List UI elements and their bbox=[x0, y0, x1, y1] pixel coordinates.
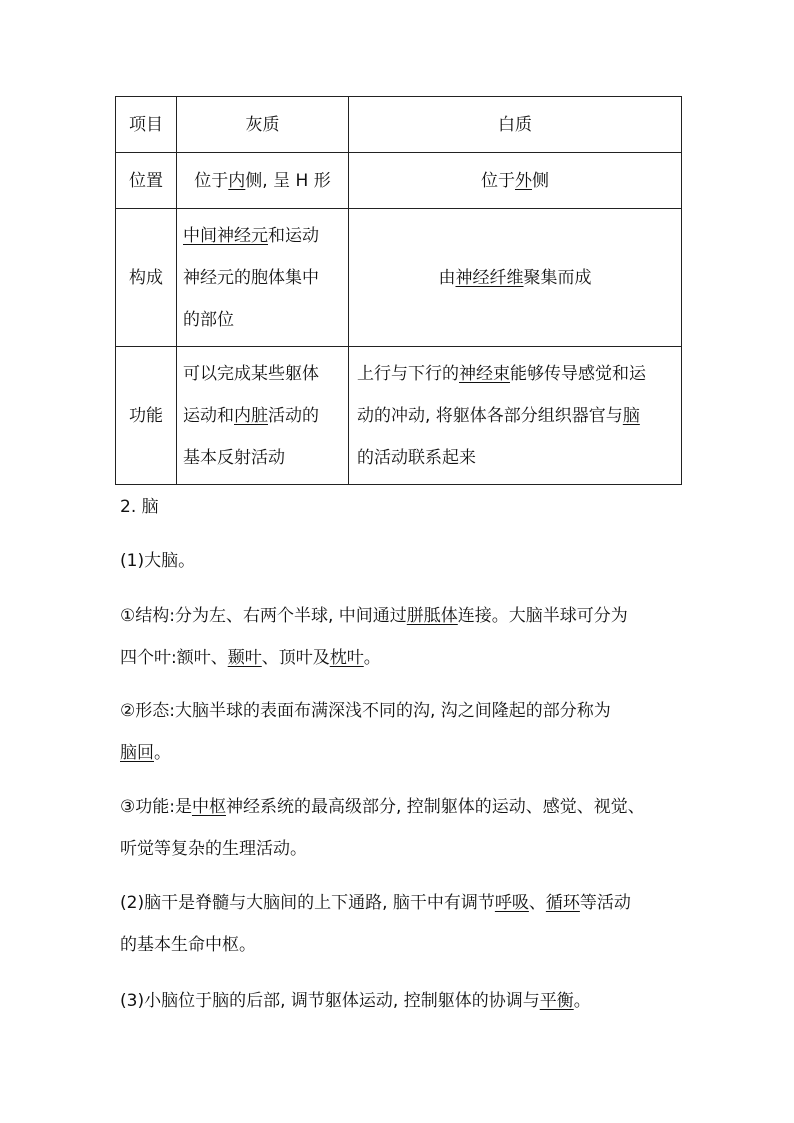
text-run: 听觉等复杂的生理活动。 bbox=[120, 839, 307, 859]
brainstem-paragraph bbox=[120, 882, 690, 966]
paragraph-line bbox=[120, 595, 690, 637]
text-run: 神经元的胞体集中 bbox=[183, 267, 319, 288]
underlined-answer: 中间神经元 bbox=[183, 225, 268, 246]
text-run: ①结构:分为左、右两个半球, 中间通过 bbox=[120, 606, 407, 626]
paragraph-line bbox=[120, 882, 690, 924]
text-run: 神经系统的最高级部分, 控制躯体的运动、感觉、视觉、 bbox=[225, 797, 645, 817]
text-run: 。 bbox=[363, 648, 381, 668]
table-row-composition bbox=[116, 209, 682, 347]
text-run: (2)脑干是脊髓与大脑间的上下通路, 脑干中有调节 bbox=[120, 893, 495, 913]
cerebrum-structure-paragraph bbox=[120, 595, 690, 679]
underlined-answer: 循环 bbox=[545, 893, 580, 913]
underlined-answer: 枕叶 bbox=[329, 648, 364, 668]
gray-function-cell bbox=[177, 347, 349, 485]
underlined-answer: 呼吸 bbox=[494, 893, 529, 913]
underlined-answer: 内脏 bbox=[234, 405, 268, 426]
underlined-answer: 胼胝体 bbox=[406, 606, 458, 626]
cerebellum-paragraph bbox=[120, 980, 690, 1022]
text-run: 位于 bbox=[194, 170, 229, 191]
cell-line bbox=[183, 353, 342, 395]
cell-line bbox=[357, 437, 675, 479]
text-run: (3)小脑位于脑的后部, 调节躯体运动, 控制躯体的协调与 bbox=[120, 991, 540, 1011]
paragraph-line bbox=[120, 486, 690, 528]
cell-line bbox=[183, 299, 342, 341]
cell-line bbox=[183, 395, 342, 437]
text-run: 的基本生命中枢。 bbox=[120, 935, 256, 955]
cerebrum-shape-paragraph bbox=[120, 690, 690, 774]
text-run: 。 bbox=[154, 743, 171, 763]
cell-line bbox=[183, 257, 342, 299]
underlined-answer: 内 bbox=[228, 170, 246, 191]
white-function-cell bbox=[349, 347, 682, 485]
text-run: 基本反射活动 bbox=[183, 447, 285, 468]
text-run: 上行与下行的 bbox=[357, 363, 459, 384]
header-gray-matter: 灰质 bbox=[177, 97, 349, 153]
text-run: 运动和 bbox=[183, 405, 234, 426]
table-header-row bbox=[116, 97, 682, 153]
paragraph-line bbox=[120, 732, 690, 774]
text-run: 位于 bbox=[481, 170, 515, 191]
underlined-answer: 脑 bbox=[622, 405, 640, 426]
underlined-answer: 平衡 bbox=[539, 991, 574, 1011]
gray-position-cell bbox=[177, 153, 349, 209]
text-run: 的活动联系起来 bbox=[357, 447, 476, 468]
cell-line bbox=[357, 395, 675, 437]
text-run: 侧 bbox=[532, 170, 549, 191]
paragraph-line bbox=[120, 924, 690, 966]
paragraph-line bbox=[120, 980, 690, 1022]
row-label-function: 功能 bbox=[116, 347, 177, 485]
text-run: 聚集而成 bbox=[523, 267, 592, 288]
cell-line bbox=[183, 437, 342, 479]
white-position-cell bbox=[349, 153, 682, 209]
text-run: 活动的 bbox=[268, 405, 319, 426]
underlined-answer: 神经束 bbox=[459, 363, 510, 384]
text-run: ③功能:是 bbox=[120, 797, 192, 817]
table-row-position bbox=[116, 153, 682, 209]
text-run: 可以完成某些躯体 bbox=[183, 363, 319, 384]
underlined-answer: 脑回 bbox=[120, 743, 154, 763]
underlined-answer: 外 bbox=[515, 170, 532, 191]
text-run: 和运动 bbox=[268, 225, 319, 246]
spinal-cord-comparison-table bbox=[115, 96, 682, 485]
row-label-composition: 构成 bbox=[116, 209, 177, 347]
paragraph-line bbox=[120, 690, 690, 732]
text-run: 。 bbox=[573, 991, 591, 1011]
paragraph-line bbox=[120, 540, 690, 582]
text-run: 等活动 bbox=[579, 893, 631, 913]
cerebrum-title bbox=[120, 540, 690, 582]
header-white-matter: 白质 bbox=[349, 97, 682, 153]
header-item: 项目 bbox=[116, 97, 177, 153]
cell-line bbox=[183, 215, 342, 257]
text-run: 2. 脑 bbox=[120, 497, 159, 517]
cell-line bbox=[357, 353, 675, 395]
cerebrum-function-paragraph bbox=[120, 786, 690, 870]
paragraph-line bbox=[120, 828, 690, 870]
paragraph-line bbox=[120, 786, 690, 828]
text-run: 连接。大脑半球可分为 bbox=[457, 606, 628, 626]
gray-composition-cell bbox=[177, 209, 349, 347]
white-composition-cell bbox=[349, 209, 682, 347]
text-run: 、 bbox=[528, 893, 546, 913]
text-run: 、顶叶及 bbox=[261, 648, 330, 668]
text-run: 能够传导感觉和运 bbox=[510, 363, 646, 384]
underlined-answer: 神经纤维 bbox=[455, 267, 524, 288]
text-run: 由 bbox=[438, 267, 456, 288]
section-heading-brain bbox=[120, 486, 690, 528]
paragraph-line bbox=[120, 637, 690, 679]
row-label-position: 位置 bbox=[116, 153, 177, 209]
text-run: 四个叶:额叶、 bbox=[120, 648, 228, 668]
text-run: (1)大脑。 bbox=[120, 551, 196, 571]
text-run: 动的冲动, 将躯体各部分组织器官与 bbox=[357, 405, 623, 426]
underlined-answer: 中枢 bbox=[191, 797, 226, 817]
text-run: ②形态:大脑半球的表面布满深浅不同的沟, 沟之间隆起的部分称为 bbox=[120, 701, 611, 721]
underlined-answer: 颞叶 bbox=[227, 648, 262, 668]
table-row-function bbox=[116, 347, 682, 485]
text-run: 侧, 呈 H 形 bbox=[245, 170, 331, 191]
text-run: 的部位 bbox=[183, 309, 234, 330]
